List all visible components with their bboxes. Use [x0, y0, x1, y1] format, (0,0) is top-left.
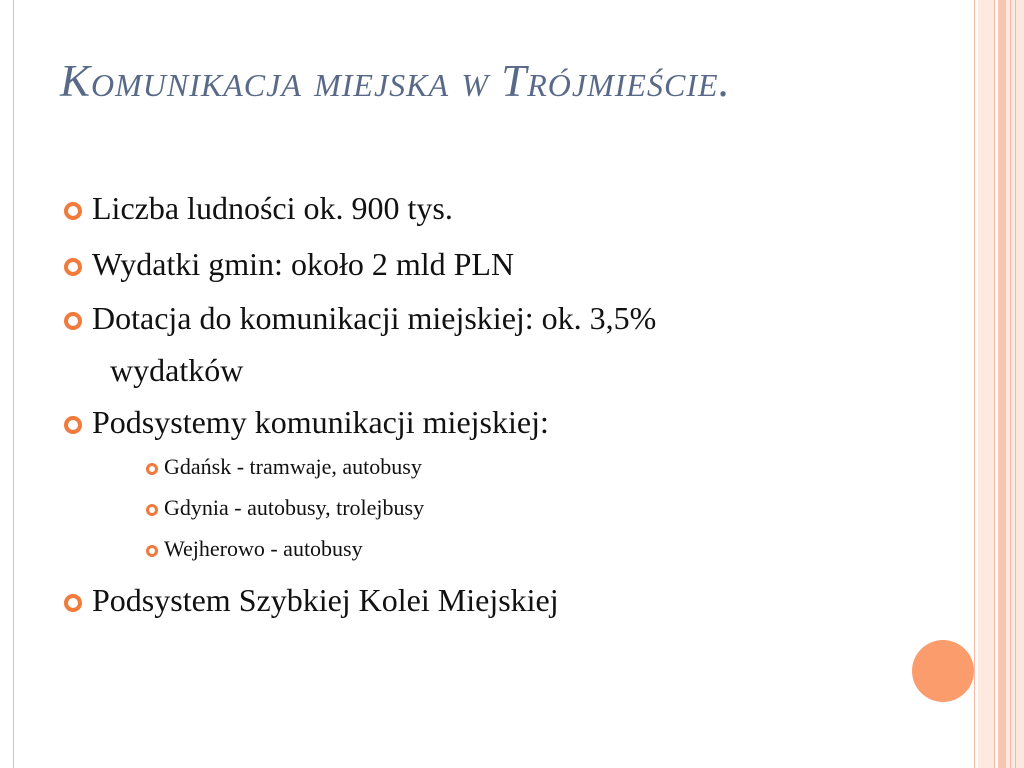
bullet-circle-icon [64, 202, 82, 220]
bullet-text: Podsystem Szybkiej Kolei Miejskiej [92, 582, 559, 618]
stripe-line [994, 0, 995, 768]
sub-bullet-circle-icon [146, 463, 158, 475]
sub-bullet-item [146, 493, 802, 523]
sub-bullet-text: Wejherowo - autobusy [164, 536, 363, 561]
sub-bullet-circle-icon [146, 545, 158, 557]
bullet-item [62, 188, 802, 228]
sub-bullet-text: Gdynia - autobusy, trolejbusy [164, 495, 425, 520]
right-decorative-stripes [974, 0, 1024, 768]
sub-bullet-circle-icon [146, 504, 158, 516]
left-border-line [13, 0, 14, 768]
sub-bullet-item [146, 534, 802, 564]
bullet-continuation: wydatków [110, 352, 244, 388]
slide-title: Komunikacja miejska w Trójmieście. [60, 56, 731, 106]
bullet-circle-icon [64, 594, 82, 612]
stripe [978, 0, 994, 768]
sub-bullet-text: Gdańsk - tramwaje, autobusy [164, 454, 422, 479]
stripe-line [974, 0, 975, 768]
bullet-circle-icon [64, 258, 82, 276]
bullet-item [62, 580, 802, 620]
bullet-text: Podsystemy komunikacji miejskiej: [92, 404, 549, 440]
slide-content [62, 188, 802, 620]
sub-bullet-item [146, 452, 802, 482]
stripe-line [1015, 0, 1016, 768]
bullet-text: Dotacja do komunikacji miejskiej: ok. 3,5% [92, 300, 657, 336]
bullet-circle-icon [64, 416, 82, 434]
bullet-item [62, 402, 802, 442]
bullet-item [62, 244, 802, 284]
bullet-text: Liczba ludności ok. 900 tys. [92, 190, 453, 226]
stripe [998, 0, 1006, 768]
stripe-line [1010, 0, 1011, 768]
bullet-text: Wydatki gmin: około 2 mld PLN [92, 246, 515, 282]
bullet-circle-icon [64, 312, 82, 330]
bullet-item [62, 298, 802, 338]
decorative-circle [912, 640, 974, 702]
